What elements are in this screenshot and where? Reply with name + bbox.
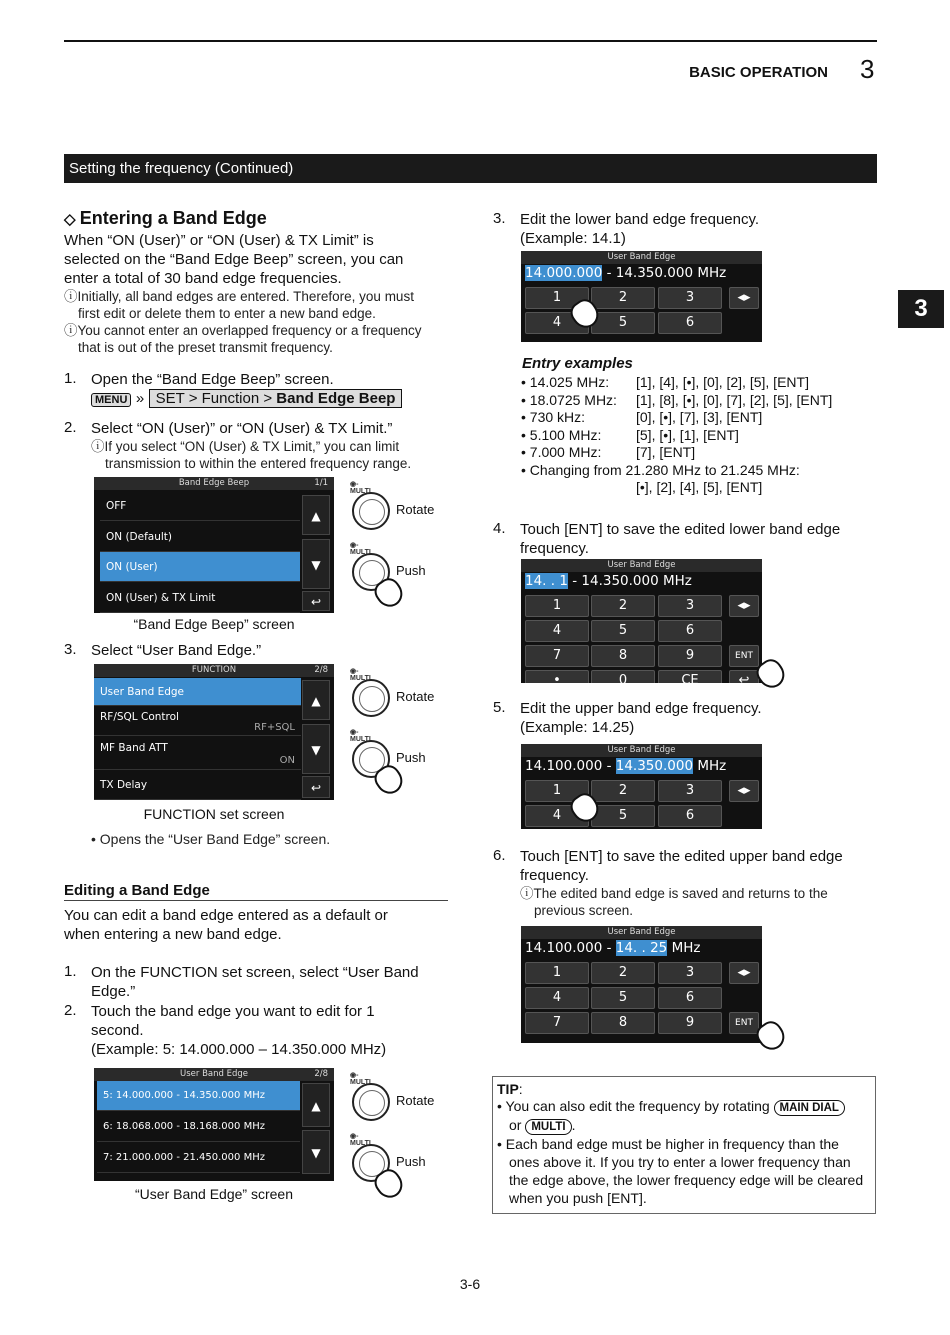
key-5[interactable]: 5 (591, 805, 655, 827)
editing-title: Editing a Band Edge (64, 882, 210, 899)
key-1[interactable]: 1 (525, 962, 589, 984)
item-user-band-edge[interactable]: User Band Edge (94, 678, 301, 706)
right-step3: Edit the lower band edge frequency. (Example: 14.1) (520, 211, 760, 247)
entering-title: ◇ Entering a Band Edge (64, 208, 267, 228)
editing-rule (64, 900, 448, 901)
scroll-up-button[interactable]: ▲ (302, 1083, 330, 1127)
scroll-up-button[interactable]: ▲ (302, 495, 330, 535)
menu-path: MENU » SET > Function > Band Edge Beep (91, 389, 402, 408)
key-1[interactable]: 1 (525, 595, 589, 617)
bullet-opens: • Opens the “User Band Edge” screen. (91, 831, 331, 847)
page-number: 3-6 (459, 1276, 481, 1292)
key-5[interactable]: 5 (591, 312, 655, 334)
key-2[interactable]: 2 (591, 287, 655, 309)
edit-step1: On the FUNCTION set screen, select “User Band Edge.” (91, 964, 419, 1000)
keypad-screen-lower: User Band Edge 14.000.000 - 14.350.000 MHz 1 2 3 ◂▸ 4 5 6 (521, 251, 762, 342)
key-6[interactable]: 6 (658, 805, 722, 827)
scroll-up-button[interactable]: ▲ (302, 680, 330, 720)
key-9[interactable]: 9 (658, 1012, 722, 1034)
tip-box: TIP: • You can also edit the frequency by rotating MAIN DIAL or MULTI . • Each band edge must be higher in frequency than the ones above it. If you try to enter a lower frequency than the edge above, the lower frequency edge will be cleared when you push [ENT]. (492, 1076, 876, 1214)
key-dot[interactable]: • (525, 670, 589, 683)
item-mf-band-att[interactable]: MF Band ATT ON (94, 736, 301, 770)
key-6[interactable]: 6 (658, 620, 722, 642)
scroll-down-button[interactable]: ▼ (302, 1130, 330, 1174)
keypad-screen-lower-edited: User Band Edge 14. . 1 - 14.350.000 MHz 1 2 3 ◂▸ 4 5 6 7 8 9 ENT • 0 CE ↩ (521, 559, 762, 683)
key-7[interactable]: 7 (525, 1012, 589, 1034)
step1-text: Open the “Band Edge Beep” screen. (91, 371, 334, 388)
key-9[interactable]: 9 (658, 645, 722, 667)
back-button[interactable]: ↩ (302, 776, 330, 798)
chapter-tab: 3 (898, 290, 944, 328)
caption-beep: “Band Edge Beep” screen (133, 616, 295, 632)
main-dial-key: MAIN DIAL (774, 1100, 845, 1116)
right-step6: Touch [ENT] to save the edited upper band edge frequency. (520, 848, 843, 884)
edit-step2: Touch the band edge you want to edit for 1 second. (Example: 5: 14.000.000 – 14.350.000 MHz) (91, 1003, 387, 1058)
scroll-down-button[interactable]: ▼ (302, 724, 330, 774)
band-edge-row-5[interactable]: 5: 14.000.000 - 14.350.000 MHz (97, 1081, 300, 1111)
examples-table: • 14.025 MHz: [1], [4], [•], [0], [2], [5], [ENT] • 18.0725 MHz: [1], [8], [•], [0], [7], [2], [5], [ENT] • 730 kHz: [0], [•], [7], [3], [ENT] • 5.100 MHz: [5], [•], [1], [ENT] • 7.000 MHz: [7], [ENT] • Changing from 21.280 MHz to 21.245 MHz: [•], [2], [4], [5], [ENT] (521, 374, 833, 495)
band-edge-row-7[interactable]: 7: 21.000.000 - 21.450.000 MHz (97, 1143, 300, 1173)
key-6[interactable]: 6 (658, 312, 722, 334)
cursor-arrows-button[interactable]: ◂▸ (729, 780, 759, 802)
multi-key: MULTI (525, 1119, 571, 1135)
option-on-user[interactable]: ON (User) (100, 552, 300, 582)
caption-function: FUNCTION set screen (143, 806, 285, 822)
key-5[interactable]: 5 (591, 620, 655, 642)
notes: ⓘInitially, all band edges are entered. Therefore, you must first edit or delete them to enter a new band edge. ⓘYou cannot enter an overlapped frequency or a frequency that is out of the preset transmit frequency. (64, 289, 422, 355)
section-bar: Setting the frequency (Continued) (64, 154, 877, 183)
right-step6-note: ⓘThe edited band edge is saved and returns to the previous screen. (520, 886, 828, 918)
key-3[interactable]: 3 (658, 287, 722, 309)
key-8[interactable]: 8 (591, 1012, 655, 1034)
top-rule (64, 40, 877, 42)
ent-button[interactable]: ENT (729, 645, 759, 667)
back-button[interactable]: ↩ (302, 591, 330, 611)
option-on-user-tx-limit[interactable]: ON (User) & TX Limit (100, 583, 300, 613)
step2-note: ⓘIf you select “ON (User) & TX Limit,” you can limit transmission to within the entered frequency range. (91, 439, 412, 471)
step2-text: Select “ON (User)” or “ON (User) & TX Limit.” (91, 420, 393, 437)
intro-text: When “ON (User)” or “ON (User) & TX Limit” is selected on the “Band Edge Beep” screen, you can enter a total of 30 band edge frequencies. (64, 232, 404, 287)
function-screen: FUNCTION 2/8 User Band Edge RF/SQL Control RF+SQL MF Band ATT ON TX Delay ▲ ▼ ↩ (94, 664, 334, 800)
key-0[interactable]: 0 (591, 670, 655, 683)
key-3[interactable]: 3 (658, 780, 722, 802)
key-7[interactable]: 7 (525, 645, 589, 667)
examples-title: Entry examples (522, 355, 633, 372)
cursor-arrows-button[interactable]: ◂▸ (729, 962, 759, 984)
key-1[interactable]: 1 (525, 780, 589, 802)
key-ce[interactable]: CE (658, 670, 722, 683)
band-edge-row-6[interactable]: 6: 18.068.000 - 18.168.000 MHz (97, 1112, 300, 1142)
keypad-screen-upper: User Band Edge 14.100.000 - 14.350.000 MHz 1 2 3 ◂▸ 4 5 6 (521, 744, 762, 829)
option-on-default[interactable]: ON (Default) (100, 522, 300, 552)
path-box: SET > Function > Band Edge Beep (149, 389, 403, 408)
user-band-edge-screen: User Band Edge 2/8 5: 14.000.000 - 14.350.000 MHz 6: 18.068.000 - 18.168.000 MHz 7: 21.000.000 - 21.450.000 MHz ▲ ▼ (94, 1068, 334, 1181)
step3-text: Select “User Band Edge.” (91, 642, 262, 659)
key-4[interactable]: 4 (525, 620, 589, 642)
keypad-screen-upper-edited: User Band Edge 14.100.000 - 14. . 25 MHz 1 2 3 ◂▸ 4 5 6 7 8 9 ENT (521, 926, 762, 1043)
key-3[interactable]: 3 (658, 595, 722, 617)
editing-intro: You can edit a band edge entered as a default or when entering a new band edge. (64, 907, 388, 943)
ent-button[interactable]: ENT (729, 1012, 759, 1034)
key-2[interactable]: 2 (591, 780, 655, 802)
band-edge-beep-screen: Band Edge Beep 1/1 OFF ON (Default) ON (User) ON (User) & TX Limit ▲ ▼ ↩ (94, 477, 334, 613)
key-8[interactable]: 8 (591, 645, 655, 667)
key-1[interactable]: 1 (525, 287, 589, 309)
key-2[interactable]: 2 (591, 962, 655, 984)
menu-key: MENU (91, 393, 131, 407)
right-step4: Touch [ENT] to save the edited lower band edge frequency. (520, 521, 841, 557)
item-rf-sql-control[interactable]: RF/SQL Control RF+SQL (94, 706, 301, 736)
right-step5: Edit the upper band edge frequency. (Example: 14.25) (520, 700, 762, 736)
key-6[interactable]: 6 (658, 987, 722, 1009)
key-4[interactable]: 4 (525, 312, 589, 334)
cursor-arrows-button[interactable]: ◂▸ (729, 595, 759, 617)
key-2[interactable]: 2 (591, 595, 655, 617)
scroll-down-button[interactable]: ▼ (302, 539, 330, 589)
key-4[interactable]: 4 (525, 987, 589, 1009)
chapter-number: 3 (860, 54, 875, 84)
key-3[interactable]: 3 (658, 962, 722, 984)
key-5[interactable]: 5 (591, 987, 655, 1009)
caption-ube: “User Band Edge” screen (135, 1186, 293, 1202)
item-tx-delay[interactable]: TX Delay (94, 770, 301, 800)
back-button[interactable]: ↩ (729, 670, 759, 683)
option-off[interactable]: OFF (100, 491, 300, 521)
cursor-arrows-button[interactable]: ◂▸ (729, 287, 759, 309)
section-header: BASIC OPERATION (689, 64, 828, 81)
key-4[interactable]: 4 (525, 805, 589, 827)
